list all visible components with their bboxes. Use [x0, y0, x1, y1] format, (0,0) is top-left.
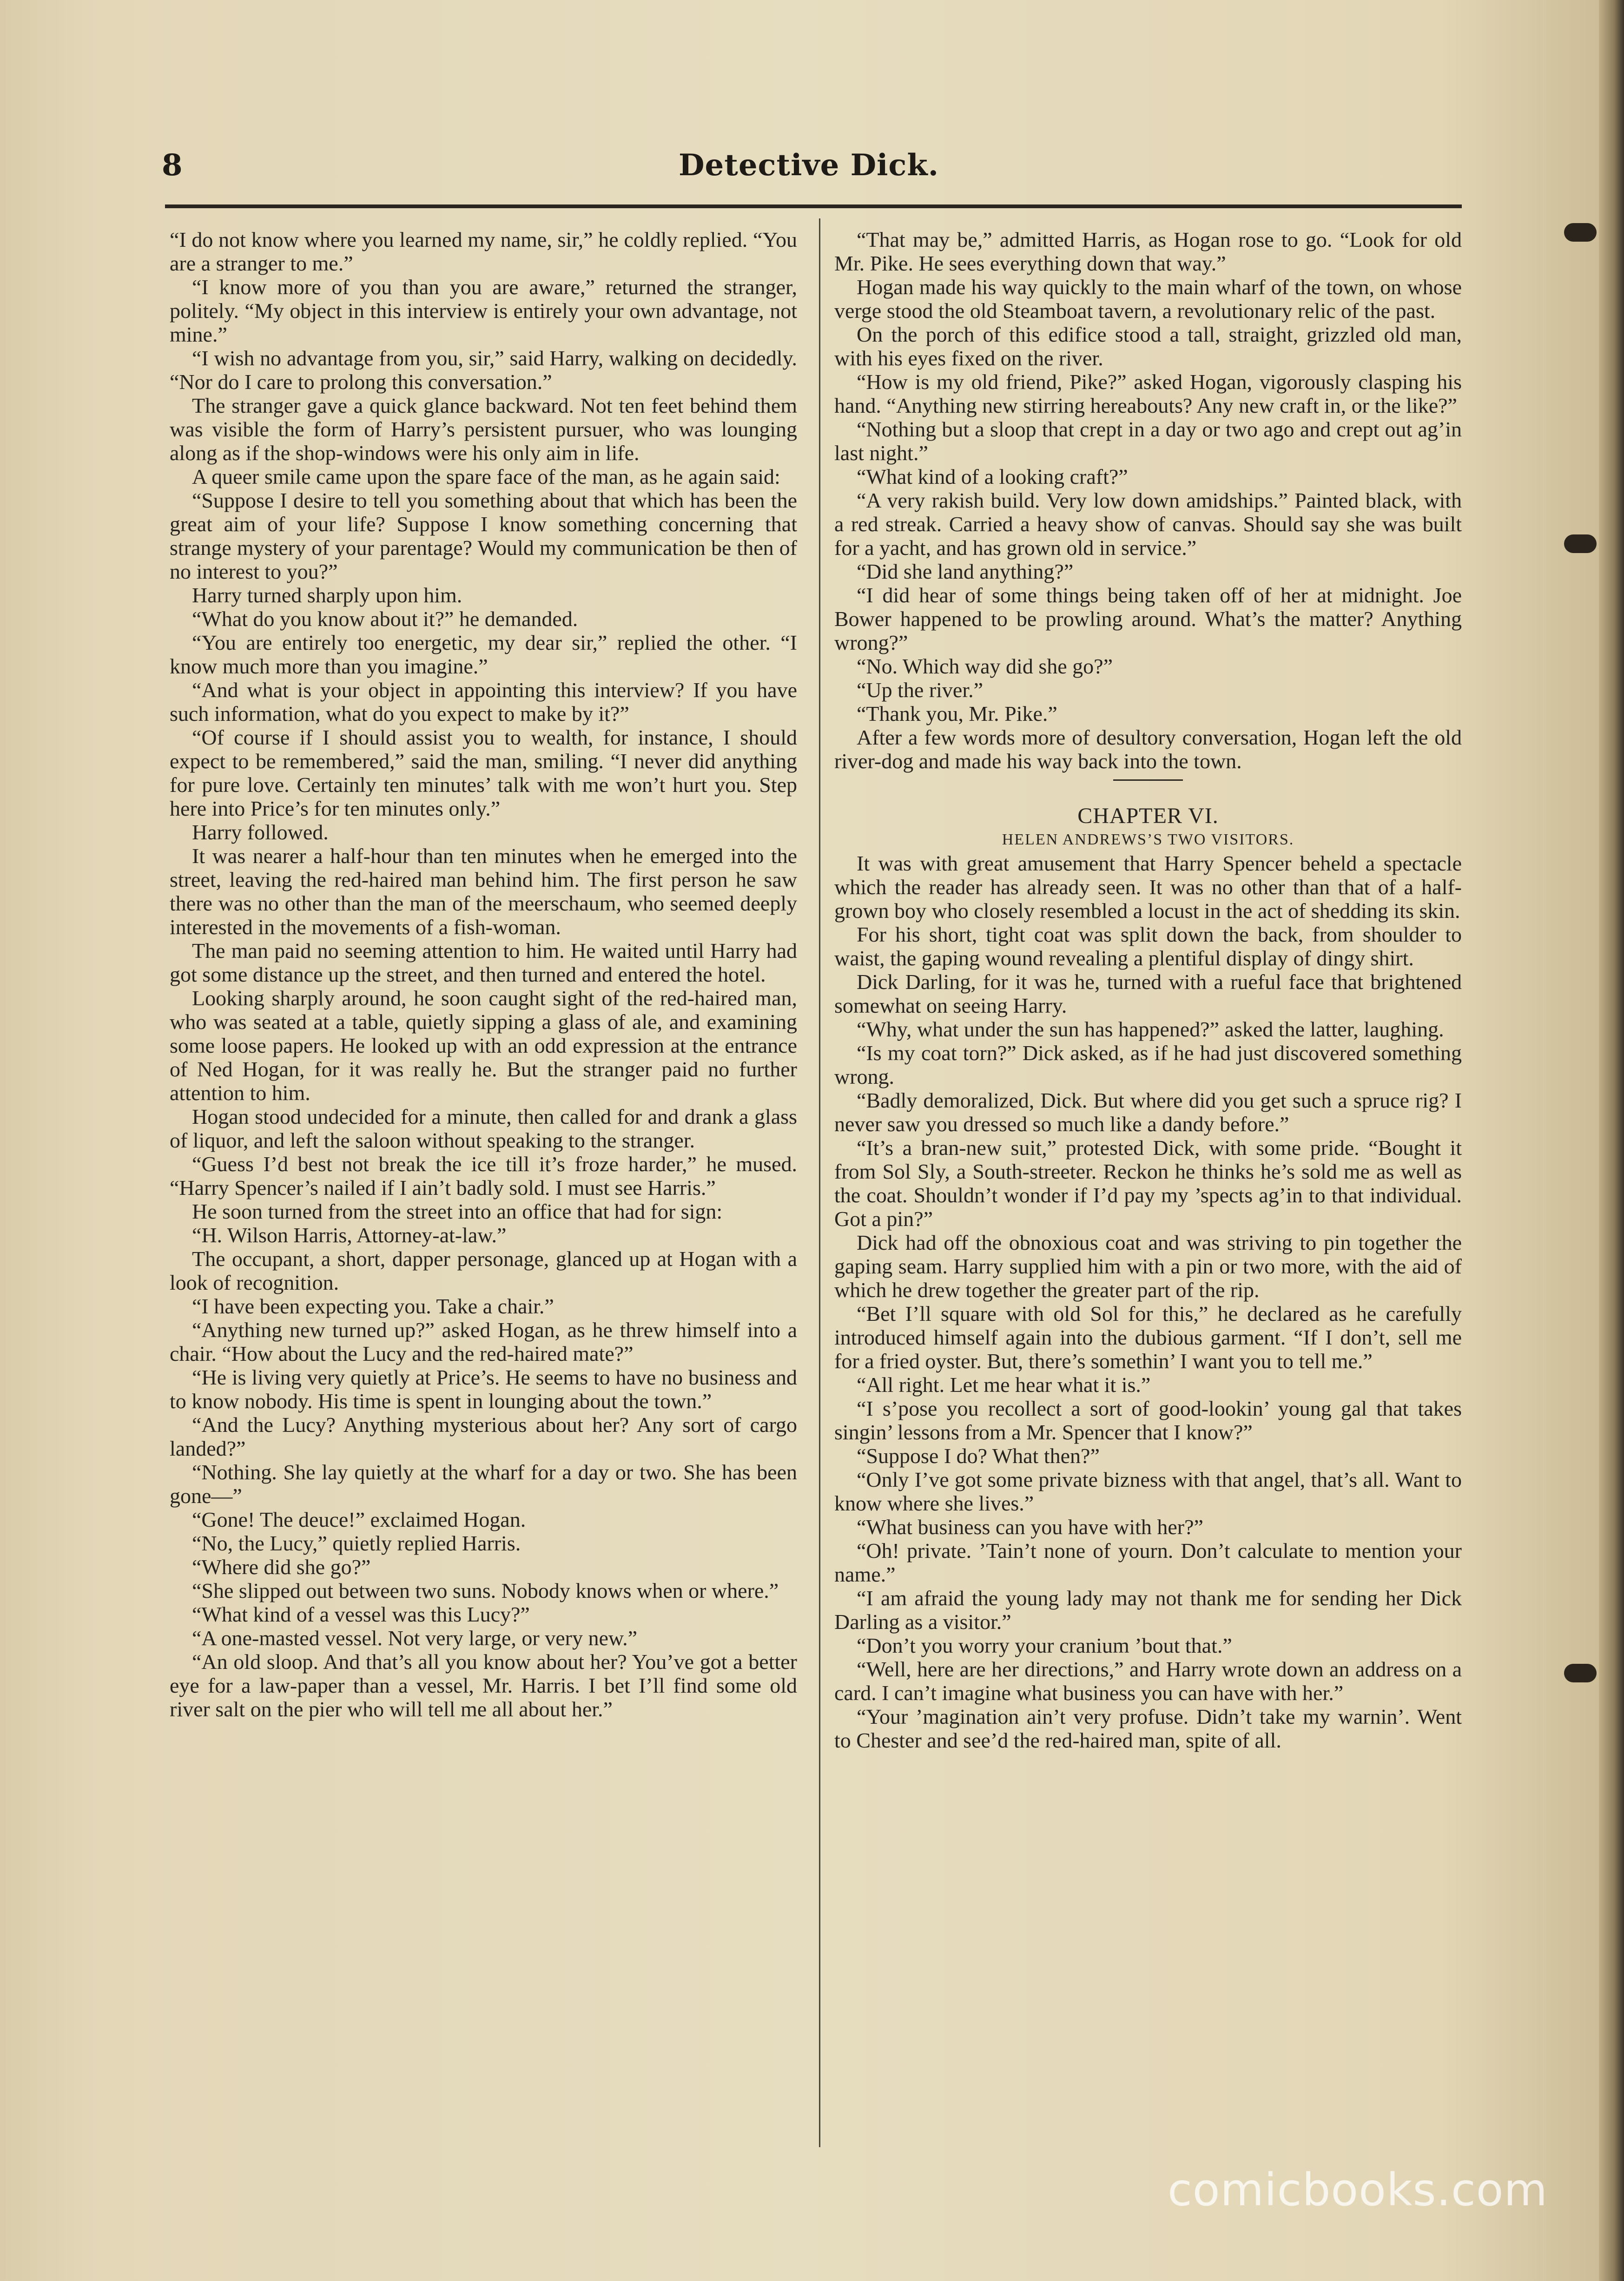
paragraph: “I know more of you than you are aware,” returned the stranger, politely. “My object in this interview is entirely your own advantage, not mine.”: [170, 275, 797, 346]
paragraph: On the porch of this edifice stood a tall, straight, grizzled old man, with his eyes fixed on the river.: [834, 323, 1462, 370]
paragraph: Hogan made his way quickly to the main wharf of the town, on whose verge stood the old Steamboat tavern, a revolutionary relic of the past.: [834, 275, 1462, 323]
paragraph: “Why, what under the sun has happened?” asked the latter, laughing.: [857, 1017, 1444, 1041]
paragraph: “Badly demoralized, Dick. But where did you get such a spruce rig? I never saw you dressed so much like a dandy before.”: [834, 1088, 1462, 1136]
paragraph: “H. Wilson Harris, Attorney-at-law.”: [192, 1223, 507, 1247]
paragraph: After a few words more of desultory conversation, Hogan left the old river-dog and made his way back into the town.: [834, 725, 1462, 773]
running-header: [158, 148, 1459, 194]
paragraph: “Suppose I do? What then?”: [857, 1444, 1100, 1468]
paragraph: It was with great amusement that Harry Spencer beheld a spectacle which the reader has already seen. It was no other than that of a half-grown boy who closely resembled a locust in the act of shedding its skin.: [834, 851, 1462, 923]
binding-hole: [1564, 1664, 1597, 1682]
paragraph: “I wish no advantage from you, sir,” said Harry, walking on decidedly. “Nor do I care to prolong this conversation.”: [170, 346, 797, 394]
paragraph: “Only I’ve got some private bizness with that angel, that’s all. Want to know where she lives.”: [834, 1468, 1462, 1515]
paragraph: “I s’pose you recollect a sort of good-lookin’ young gal that takes singin’ lessons from a Mr. Spencer that I know?”: [834, 1397, 1462, 1444]
binding-hole: [1564, 534, 1597, 553]
right-column: [834, 228, 1462, 2170]
paragraph: Looking sharply around, he soon caught sight of the red-haired man, who was seated at a table, quietly sipping a glass of ale, and examining some loose papers. He looked up with an odd expression at the entrance of Ned Hogan, for it was really he. But the stranger paid no further attention to him.: [170, 986, 797, 1105]
paragraph: “All right. Let me hear what it is.”: [857, 1373, 1151, 1397]
paragraph: “And what is your object in appointing this interview? If you have such information, what do you expect to make by it?”: [170, 678, 797, 725]
paragraph: “Where did she go?”: [192, 1555, 371, 1579]
paragraph: “What kind of a looking craft?”: [857, 465, 1128, 488]
paragraph: “What kind of a vessel was this Lucy?”: [192, 1602, 530, 1626]
paragraph: “Well, here are her directions,” and Harry wrote down an address on a card. I can’t imagine what business you can have with her.”: [834, 1657, 1462, 1705]
paragraph: “Oh! private. ’Tain’t none of yourn. Don’t calculate to mention your name.”: [834, 1539, 1462, 1586]
paragraph: A queer smile came upon the spare face of the man, as he again said:: [192, 465, 780, 488]
paragraph: It was nearer a half-hour than ten minutes when he emerged into the street, leaving the red-haired man behind him. The first person he saw there was no other than the man of the meerschaum, who seemed deeply interested in the movements of a fish-woman.: [170, 844, 797, 939]
paragraph: “Guess I’d best not break the ice till it’s froze harder,” he mused. “Harry Spencer’s nailed if I ain’t badly sold. I must see Harris.”: [170, 1152, 797, 1200]
paragraph: “A one-masted vessel. Not very large, or very new.”: [192, 1626, 638, 1650]
paragraph: “An old sloop. And that’s all you know about her? You’ve got a better eye for a law-paper than a vessel, Mr. Harris. I bet I’ll find some old river salt on the pier who will tell me all about her.”: [170, 1650, 797, 1721]
paragraph: The occupant, a short, dapper personage, glanced up at Hogan with a look of recognition.: [170, 1247, 797, 1294]
paragraph: Dick had off the obnoxious coat and was striving to pin together the gaping seam. Harry supplied him with a pin or two more, with the aid of which he drew together the greater part of the rip.: [834, 1231, 1462, 1302]
paragraph: “Suppose I desire to tell you something about that which has been the great aim of your life? Suppose I know something concerning that strange mystery of your parentage? Would my communication be then of no interest to you?”: [170, 488, 797, 583]
paragraph: For his short, tight coat was split down the back, from shoulder to waist, the gaping wound revealing a plentiful display of dingy shirt.: [834, 923, 1462, 970]
paragraph: He soon turned from the street into an office that had for sign:: [192, 1200, 723, 1223]
paragraph: “No. Which way did she go?”: [857, 654, 1113, 678]
paragraph: “That may be,” admitted Harris, as Hogan rose to go. “Look for old Mr. Pike. He sees everything down that way.”: [834, 228, 1462, 275]
running-title: Detective Dick.: [679, 148, 939, 183]
section-separator: [1113, 779, 1183, 781]
paragraph: The man paid no seeming attention to him. He waited until Harry had got some distance up the street, and then turned and entered the hotel.: [170, 939, 797, 986]
paragraph: “No, the Lucy,” quietly replied Harris.: [192, 1531, 521, 1555]
paragraph: “Did she land anything?”: [857, 560, 1074, 583]
paragraph: “She slipped out between two suns. Nobody knows when or where.”: [192, 1579, 779, 1602]
paragraph: The stranger gave a quick glance backward. Not ten feet behind them was visible the form of Harry’s persistent pursuer, who was lounging along as if the shop-windows were his only aim in life.: [170, 394, 797, 465]
paragraph: “Nothing. She lay quietly at the wharf for a day or two. She has been gone—”: [170, 1460, 797, 1508]
paragraph: “I do not know where you learned my name, sir,” he coldly replied. “You are a stranger to me.”: [170, 228, 797, 275]
paragraph: “It’s a bran-new suit,” protested Dick, with some pride. “Bought it from Sol Sly, a South-streeter. Reckon he thinks he’s sold me as well as the coat. Shouldn’t wonder if I’d pay my ’spects ag’in to that individual. Got a pin?”: [834, 1136, 1462, 1231]
paragraph: Harry turned sharply upon him.: [192, 583, 462, 607]
paragraph: “Up the river.”: [857, 678, 984, 702]
column-divider: [819, 218, 820, 2147]
page-number: 8: [162, 148, 183, 183]
paragraph: “How is my old friend, Pike?” asked Hogan, vigorously clasping his hand. “Anything new stirring hereabouts? Any new craft in, or the like?”: [834, 370, 1462, 417]
paragraph: “A very rakish build. Very low down amidships.” Painted black, with a red streak. Carried a heavy show of canvas. Should say she was built for a yacht, and has grown old in service.”: [834, 488, 1462, 560]
paragraph: “You are entirely too energetic, my dear sir,” replied the other. “I know much more than you imagine.”: [170, 631, 797, 678]
paragraph: Hogan stood undecided for a minute, then called for and drank a glass of liquor, and left the saloon without speaking to the stranger.: [170, 1105, 797, 1152]
paragraph: “I am afraid the young lady may not thank me for sending her Dick Darling as a visitor.”: [834, 1586, 1462, 1634]
paragraph: “And the Lucy? Anything mysterious about her? Any sort of cargo landed?”: [170, 1413, 797, 1460]
watermark: comicbooks.com: [1167, 2164, 1548, 2216]
paragraph: “I have been expecting you. Take a chair.”: [192, 1294, 554, 1318]
chapter-heading: CHAPTER VI.: [1077, 804, 1219, 828]
paragraph: “I did hear of some things being taken off of her at midnight. Joe Bower happened to be prowling around. What’s the matter? Anything wrong?”: [834, 583, 1462, 654]
header-rule: [165, 204, 1462, 208]
paragraph: “Is my coat torn?” Dick asked, as if he had just discovered something wrong.: [834, 1041, 1462, 1088]
paragraph: “What do you know about it?” he demanded.: [192, 607, 578, 631]
chapter-subtitle: HELEN ANDREWS’S TWO VISITORS.: [1002, 831, 1294, 848]
paragraph: “Your ’magination ain’t very profuse. Didn’t take my warnin’. Went to Chester and see’d the red-haired man, spite of all.: [834, 1705, 1462, 1752]
paragraph: “Of course if I should assist you to wealth, for instance, I should expect to be remembered,” said the man, smiling. “I never did anything for pure love. Certainly ten minutes’ talk with me won’t hurt you. Step here into Price’s for ten minutes only.”: [170, 725, 797, 820]
paragraph: “He is living very quietly at Price’s. He seems to have no business and to know nobody. His time is spent in lounging about the town.”: [170, 1365, 797, 1413]
paragraph: “Thank you, Mr. Pike.”: [857, 702, 1057, 725]
paragraph: “What business can you have with her?”: [857, 1515, 1203, 1539]
left-column: [170, 228, 797, 2170]
paragraph: “Nothing but a sloop that crept in a day or two ago and crept out ag’in last night.”: [834, 417, 1462, 465]
paragraph: “Gone! The deuce!” exclaimed Hogan.: [192, 1508, 526, 1531]
paragraph: Dick Darling, for it was he, turned with a rueful face that brightened somewhat on seeing Harry.: [834, 970, 1462, 1017]
binding-hole: [1564, 223, 1597, 242]
paragraph: “Bet I’ll square with old Sol for this,” he declared as he carefully introduced himself again into the dubious garment. “If I don’t, sell me for a fried oyster. But, there’s somethin’ I want you to tell me.”: [834, 1302, 1462, 1373]
paragraph: “Don’t you worry your cranium ’bout that.”: [857, 1634, 1232, 1657]
paragraph: “Anything new turned up?” asked Hogan, as he threw himself into a chair. “How about the Lucy and the red-haired mate?”: [170, 1318, 797, 1365]
page-edge: [1599, 0, 1624, 2281]
paragraph: Harry followed.: [192, 820, 329, 844]
